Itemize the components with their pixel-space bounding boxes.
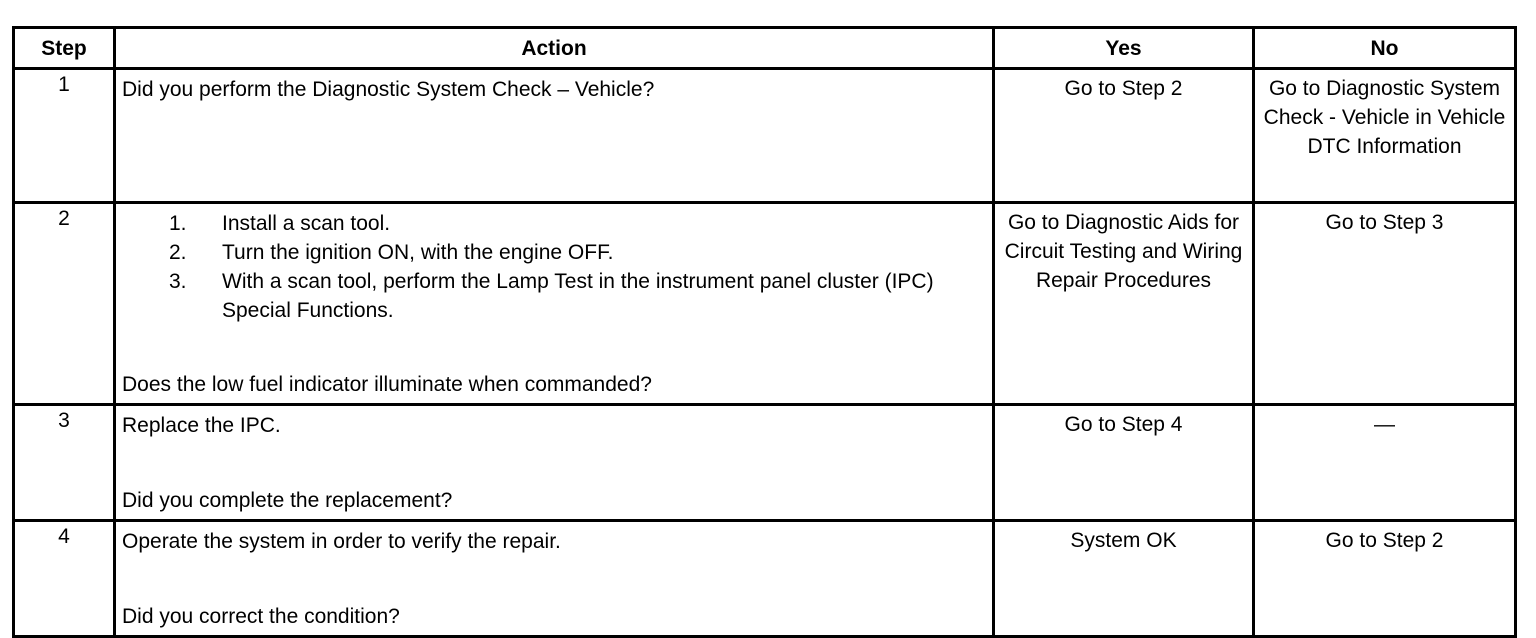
list-item-number: 1.: [169, 212, 187, 235]
list-item: [122, 238, 986, 267]
header-no: No: [1254, 28, 1516, 69]
list-item-number: 3.: [169, 270, 187, 293]
action-cell: [115, 405, 994, 521]
diagnostic-table: [12, 26, 1517, 638]
action-cell: [115, 521, 994, 637]
table-row: [14, 405, 1516, 521]
action-text: Did you perform the Diagnostic System Check – Vehicle?: [122, 78, 655, 101]
list-item-text: With a scan tool, perform the Lamp Test in the instrument panel cluster (IPC) Special Functions.: [222, 270, 934, 322]
list-item: [122, 209, 986, 238]
list-item-number: 2.: [169, 241, 187, 264]
header-row: [14, 28, 1516, 69]
yes-cell: Go to Step 4: [994, 405, 1254, 521]
action-cell: [115, 203, 994, 405]
step-number: 3: [14, 405, 115, 521]
header-step: Step: [14, 28, 115, 69]
action-steps-list: [122, 209, 986, 325]
no-cell: Go to Step 3: [1254, 203, 1516, 405]
step-number: 4: [14, 521, 115, 637]
action-text: Operate the system in order to verify the repair.: [122, 530, 561, 553]
action-question: Did you correct the condition?: [122, 605, 400, 628]
no-cell: Go to Step 2: [1254, 521, 1516, 637]
action-cell: [115, 69, 994, 203]
action-question: Does the low fuel indicator illuminate when commanded?: [122, 373, 652, 396]
table-row: [14, 69, 1516, 203]
yes-cell: Go to Diagnostic Aids for Circuit Testing and Wiring Repair Procedures: [994, 203, 1254, 405]
list-item: [122, 267, 986, 325]
action-question: Did you complete the replacement?: [122, 489, 453, 512]
no-cell: Go to Diagnostic System Check - Vehicle in Vehicle DTC Information: [1254, 69, 1516, 203]
header-yes: Yes: [994, 28, 1254, 69]
action-text: Replace the IPC.: [122, 414, 281, 437]
table-row: [14, 521, 1516, 637]
no-cell: —: [1254, 405, 1516, 521]
yes-cell: Go to Step 2: [994, 69, 1254, 203]
step-number: 2: [14, 203, 115, 405]
list-item-text: Turn the ignition ON, with the engine OFF.: [222, 241, 614, 264]
header-action: Action: [115, 28, 994, 69]
yes-cell: System OK: [994, 521, 1254, 637]
step-number: 1: [14, 69, 115, 203]
list-item-text: Install a scan tool.: [222, 212, 391, 235]
table-row: [14, 203, 1516, 405]
